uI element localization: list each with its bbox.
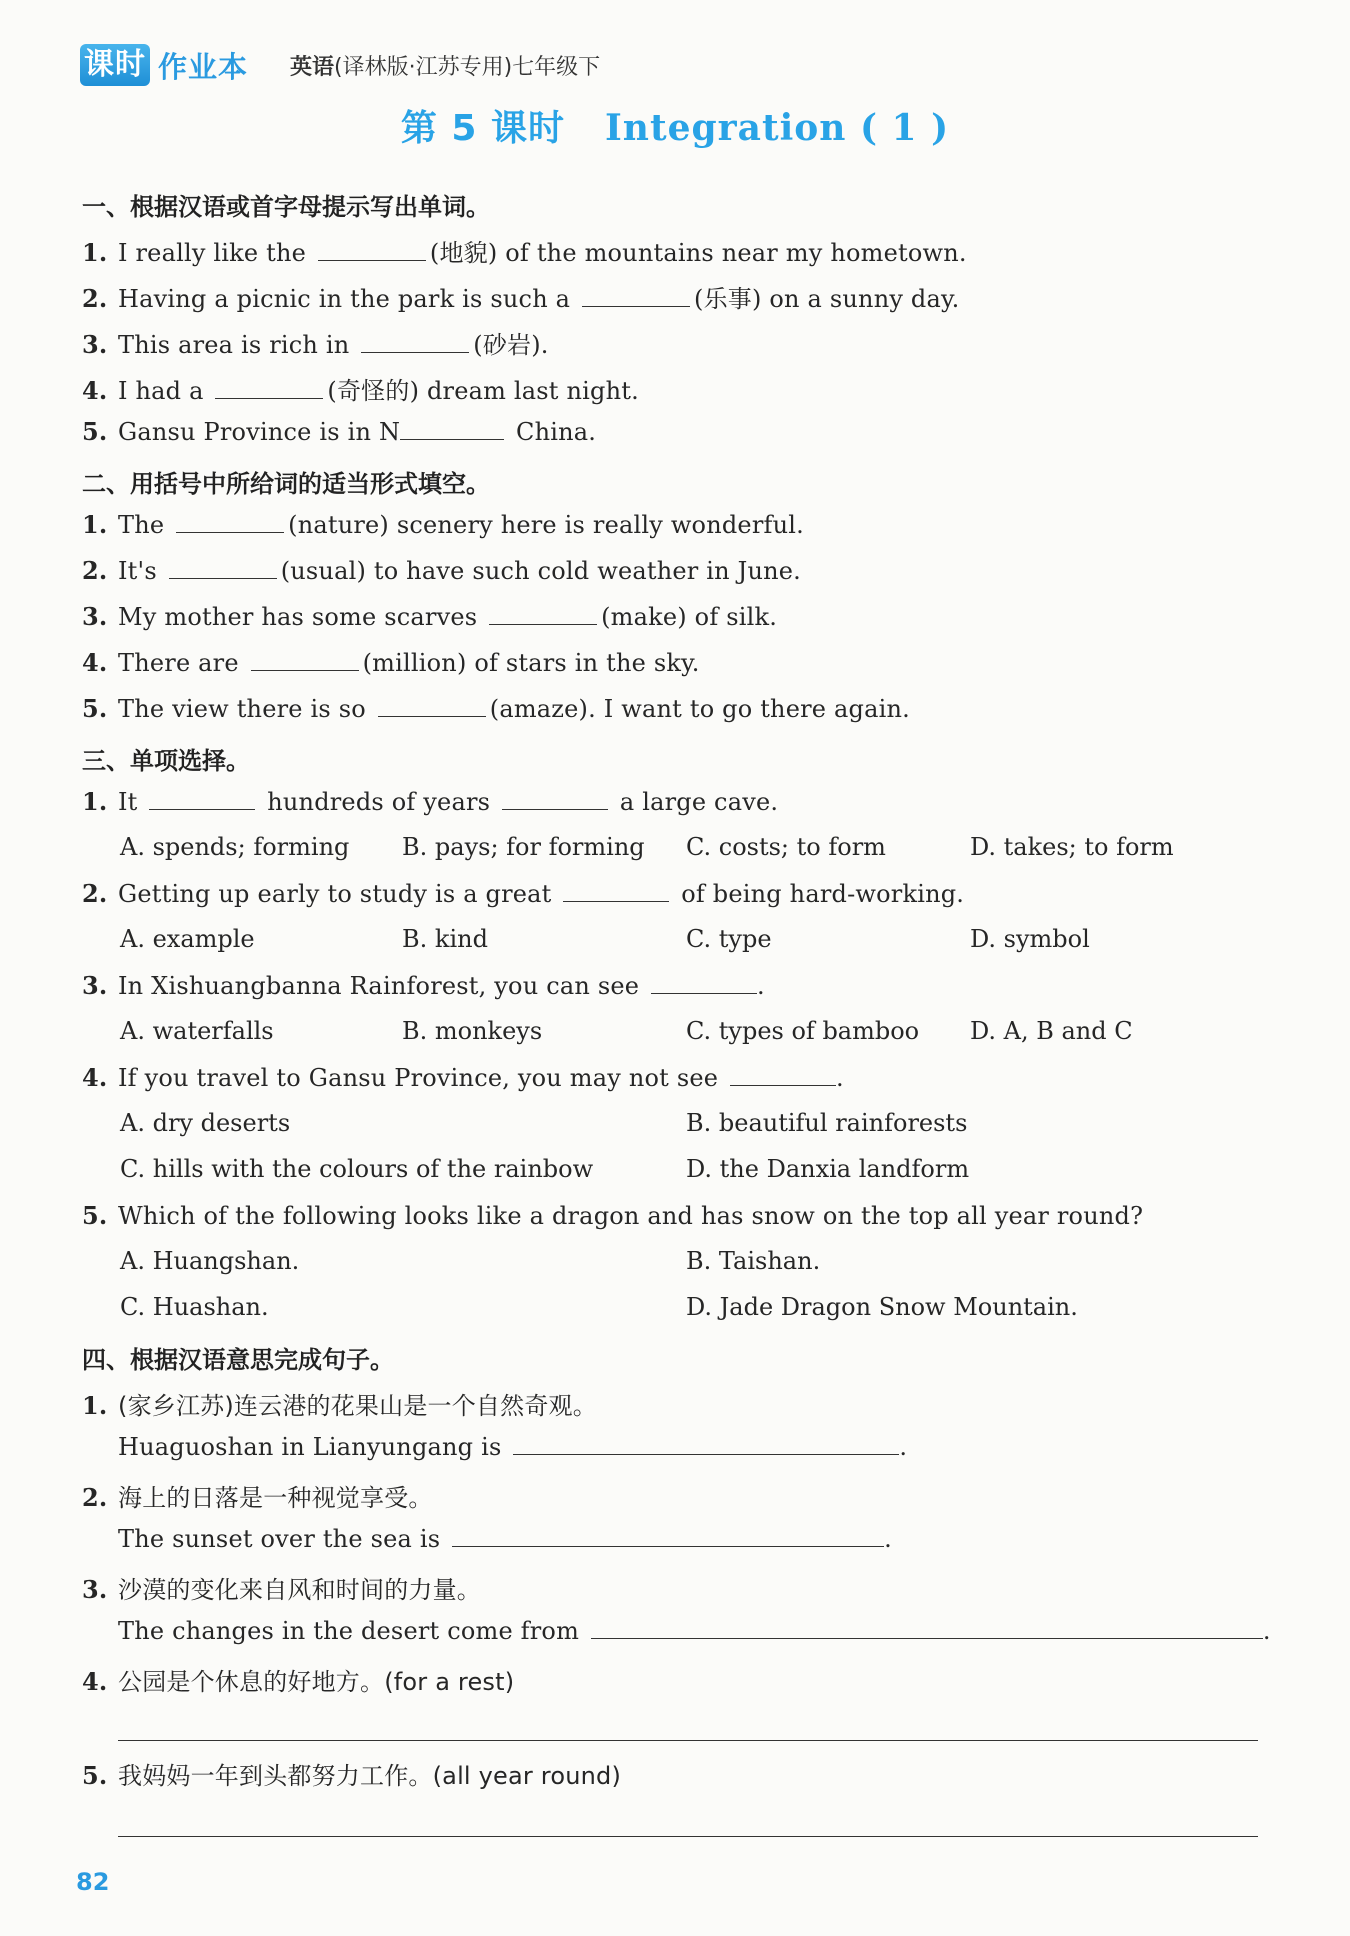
section-1-heading: 一、根据汉语或首字母提示写出单词。 — [82, 193, 490, 221]
s1-question-2: 2. Having a picnic in the park is such a (乐事) on a sunny day. — [82, 284, 960, 313]
section-4-heading: 四、根据汉语意思完成句子。 — [82, 1346, 394, 1374]
option-a[interactable]: A. example — [120, 925, 255, 953]
answer-blank[interactable] — [452, 1524, 884, 1547]
brand-logo — [80, 42, 248, 88]
s4-question-1: 1. (家乡江苏)连云港的花果山是一个自然奇观。 — [82, 1391, 597, 1420]
s2-question-4: 4. There are (million) of stars in the sky. — [82, 648, 700, 677]
s4-question-2: 2. 海上的日落是一种视觉享受。 — [82, 1483, 433, 1512]
option-c[interactable]: C. hills with the colours of the rainbow — [120, 1155, 594, 1183]
s4-answer-1: Huaguoshan in Lianyungang is . — [118, 1433, 908, 1461]
option-c[interactable]: C. type — [686, 925, 772, 953]
option-c[interactable]: C. costs; to form — [686, 833, 886, 861]
section-2-heading: 二、用括号中所给词的适当形式填空。 — [82, 470, 490, 498]
s1-question-4: 4. I had a (奇怪的) dream last night. — [82, 376, 639, 405]
page-number: 82 — [76, 1868, 110, 1896]
answer-blank[interactable] — [730, 1063, 836, 1086]
answer-blank[interactable] — [169, 556, 277, 579]
option-a[interactable]: A. spends; forming — [120, 833, 350, 861]
s1-question-3: 3. This area is rich in (砂岩). — [82, 330, 549, 359]
answer-blank[interactable] — [215, 376, 323, 399]
answer-blank[interactable] — [513, 1432, 899, 1455]
answer-blank[interactable] — [318, 238, 426, 261]
subject-name: 英语 — [290, 55, 335, 80]
option-d[interactable]: D. A, B and C — [970, 1017, 1133, 1045]
answer-blank[interactable] — [400, 417, 504, 440]
option-b[interactable]: B. monkeys — [402, 1017, 543, 1045]
s3-question-1: 1. It hundreds of years a large cave. — [82, 787, 779, 816]
option-a[interactable]: A. Huangshan. — [120, 1247, 300, 1275]
answer-blank[interactable] — [591, 1616, 1263, 1639]
answer-blank[interactable] — [563, 879, 669, 902]
answer-blank[interactable] — [378, 694, 486, 717]
answer-blank[interactable] — [176, 510, 284, 533]
s3-question-3: 3. In Xishuangbanna Rainforest, you can see . — [82, 971, 765, 1000]
option-d[interactable]: D. takes; to form — [970, 833, 1174, 861]
option-b[interactable]: B. Taishan. — [686, 1247, 821, 1275]
s4-answer-2: The sunset over the sea is . — [118, 1525, 892, 1553]
answer-blank[interactable] — [502, 787, 608, 810]
option-a[interactable]: A. waterfalls — [120, 1017, 274, 1045]
subject-edition: (译林版·江苏专用)七年级下 — [334, 55, 601, 80]
answer-line[interactable] — [118, 1740, 1258, 1741]
option-b[interactable]: B. beautiful rainforests — [686, 1109, 968, 1137]
option-b[interactable]: B. pays; for forming — [402, 833, 645, 861]
option-d[interactable]: D. symbol — [970, 925, 1090, 953]
option-b[interactable]: B. kind — [402, 925, 488, 953]
option-c[interactable]: C. Huashan. — [120, 1293, 269, 1321]
s1-question-1: 1. I really like the (地貌) of the mountains near my hometown. — [82, 238, 967, 267]
s2-question-5: 5. The view there is so (amaze). I want to go there again. — [82, 694, 910, 723]
s2-question-3: 3. My mother has some scarves (make) of silk. — [82, 602, 778, 631]
s1-question-5: 5. Gansu Province is in N China. — [82, 417, 597, 446]
s4-question-4: 4. 公园是个休息的好地方。(for a rest) — [82, 1667, 515, 1696]
lesson-title — [0, 100, 1350, 151]
s3-question-5: 5. Which of the following looks like a dragon and has snow on the top all year round? — [82, 1201, 1144, 1230]
option-d[interactable]: D. the Danxia landform — [686, 1155, 970, 1183]
brand-badge-text: 课时 — [84, 47, 146, 82]
option-d[interactable]: D. Jade Dragon Snow Mountain. — [686, 1293, 1078, 1321]
s3-question-4: 4. If you travel to Gansu Province, you may not see . — [82, 1063, 844, 1092]
lesson-number: 第 5 课时 — [400, 108, 565, 149]
answer-blank[interactable] — [149, 787, 255, 810]
answer-blank[interactable] — [489, 602, 597, 625]
s4-question-3: 3. 沙漠的变化来自风和时间的力量。 — [82, 1575, 481, 1604]
lesson-name: Integration ( 1 ) — [604, 107, 950, 149]
option-c[interactable]: C. types of bamboo — [686, 1017, 920, 1045]
brand-badge — [80, 44, 150, 86]
answer-blank[interactable] — [582, 284, 690, 307]
s2-question-1: 1. The (nature) scenery here is really wonderful. — [82, 510, 804, 539]
section-3-heading: 三、单项选择。 — [82, 747, 250, 775]
answer-blank[interactable] — [251, 648, 359, 671]
s2-question-2: 2. It's (usual) to have such cold weather in June. — [82, 556, 801, 585]
s4-question-5: 5. 我妈妈一年到头都努力工作。(all year round) — [82, 1761, 622, 1790]
option-a[interactable]: A. dry deserts — [120, 1109, 291, 1137]
answer-line[interactable] — [118, 1836, 1258, 1837]
subject-label — [290, 50, 600, 81]
answer-blank[interactable] — [361, 330, 469, 353]
answer-blank[interactable] — [651, 971, 757, 994]
s3-question-2: 2. Getting up early to study is a great of being hard-working. — [82, 879, 965, 908]
s4-answer-3: The changes in the desert come from . — [118, 1617, 1271, 1645]
brand-name: 作业本 — [158, 49, 249, 84]
